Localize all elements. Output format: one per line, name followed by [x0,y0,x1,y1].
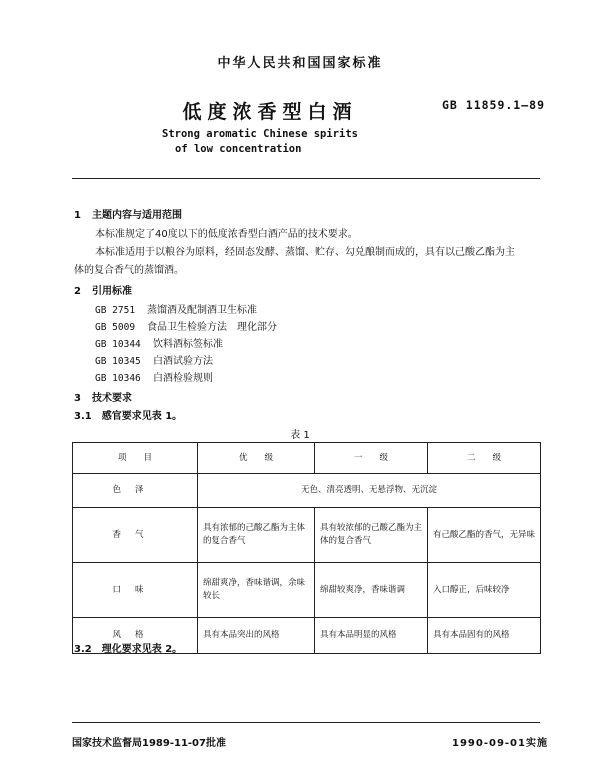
subsection-3-2: 3.2 理化要求见表 2。 [74,644,183,655]
style-first-grade: 具有本品明显的风格 [315,618,428,654]
footer-rule [72,722,540,723]
reference-title: 白酒检验规则 [153,373,213,384]
section3-heading [74,389,132,404]
header-item: 项 目 [73,443,198,474]
aroma-second-grade: 有己酸乙酯的香气，无异味 [428,508,541,563]
standard-code: GB 11859.1—89 [442,98,546,112]
aroma-first-grade: 具有较浓郁的己酸乙酯为主体的复合香气 [315,508,428,563]
section2-title: 引用标准 [92,286,132,297]
approval-date: 国家技术监督局1989-11-07批准 [72,738,226,749]
national-standard-label: 中华人民共和国国家标准 [217,56,383,71]
section3-title: 技术要求 [92,393,132,404]
section1-para1: 本标准规定了40度以下的低度浓香型白酒产品的技术要求。 [95,229,358,240]
english-title-line1: Strong aromatic Chinese spirits [162,128,358,140]
section1-number: 1 [74,210,81,221]
section3-number: 3 [74,393,81,404]
row-item-style: 风格 [73,618,198,654]
reference-code: GB 5009 [95,322,136,333]
table-row [73,508,541,563]
table-row [73,474,541,508]
reference-title: 白酒试验方法 [153,356,213,367]
taste-first-grade: 绵甜较爽净，香味谐调 [315,563,428,618]
section2-heading [74,282,132,297]
taste-top-grade: 绵甜爽净，香味谐调，余味较长 [198,563,315,618]
subsection-3-1: 3.1 感官要求见表 1。 [74,411,183,422]
header-second-grade: 二 级 [428,443,541,474]
style-top-grade: 具有本品突出的风格 [198,618,315,654]
style-second-grade: 具有本品固有的风格 [428,618,541,654]
table-row [73,563,541,618]
header-rule [72,178,540,179]
section1-para2-line2: 体的复合香气的蒸馏酒。 [74,265,184,276]
reference-code: GB 2751 [95,305,136,316]
table-header-row [73,443,541,474]
reference-code: GB 10345 [95,356,141,367]
color-requirement: 无色、清亮透明、无悬浮物、无沉淀 [198,474,541,508]
header-first-grade: 一 级 [315,443,428,474]
reference-title: 饮料酒标签标准 [153,339,223,350]
row-item-color: 色泽 [73,474,198,508]
reference-item [95,301,257,316]
english-title-line2: of low concentration [175,143,302,155]
reference-item [95,352,213,367]
table1-caption: 表 1 [290,430,310,441]
sensory-requirements-table [72,442,541,654]
section1-title: 主题内容与适用范围 [92,210,182,221]
taste-second-grade: 入口醇正，后味较净 [428,563,541,618]
section2-number: 2 [74,286,81,297]
section1-para2-line1: 本标准适用于以粮谷为原料，经固态发酵、蒸馏、贮存、勾兑酿制而成的，具有以己酸乙酯为主 [95,247,515,258]
reference-item [95,369,213,384]
section1-heading [74,206,182,221]
header-top-grade: 优 级 [198,443,315,474]
reference-item [95,318,277,333]
reference-item [95,335,223,350]
reference-code: GB 10346 [95,373,141,384]
reference-code: GB 10344 [95,339,141,350]
row-item-taste: 口味 [73,563,198,618]
row-item-aroma: 香气 [73,508,198,563]
reference-title: 食品卫生检验方法 理化部分 [147,322,277,333]
standard-title: 低度浓香型白酒 [182,101,358,123]
reference-title: 蒸馏酒及配制酒卫生标准 [147,305,257,316]
effective-date: 1990-09-01实施 [452,738,548,749]
aroma-top-grade: 具有浓郁的己酸乙酯为主体的复合香气 [198,508,315,563]
